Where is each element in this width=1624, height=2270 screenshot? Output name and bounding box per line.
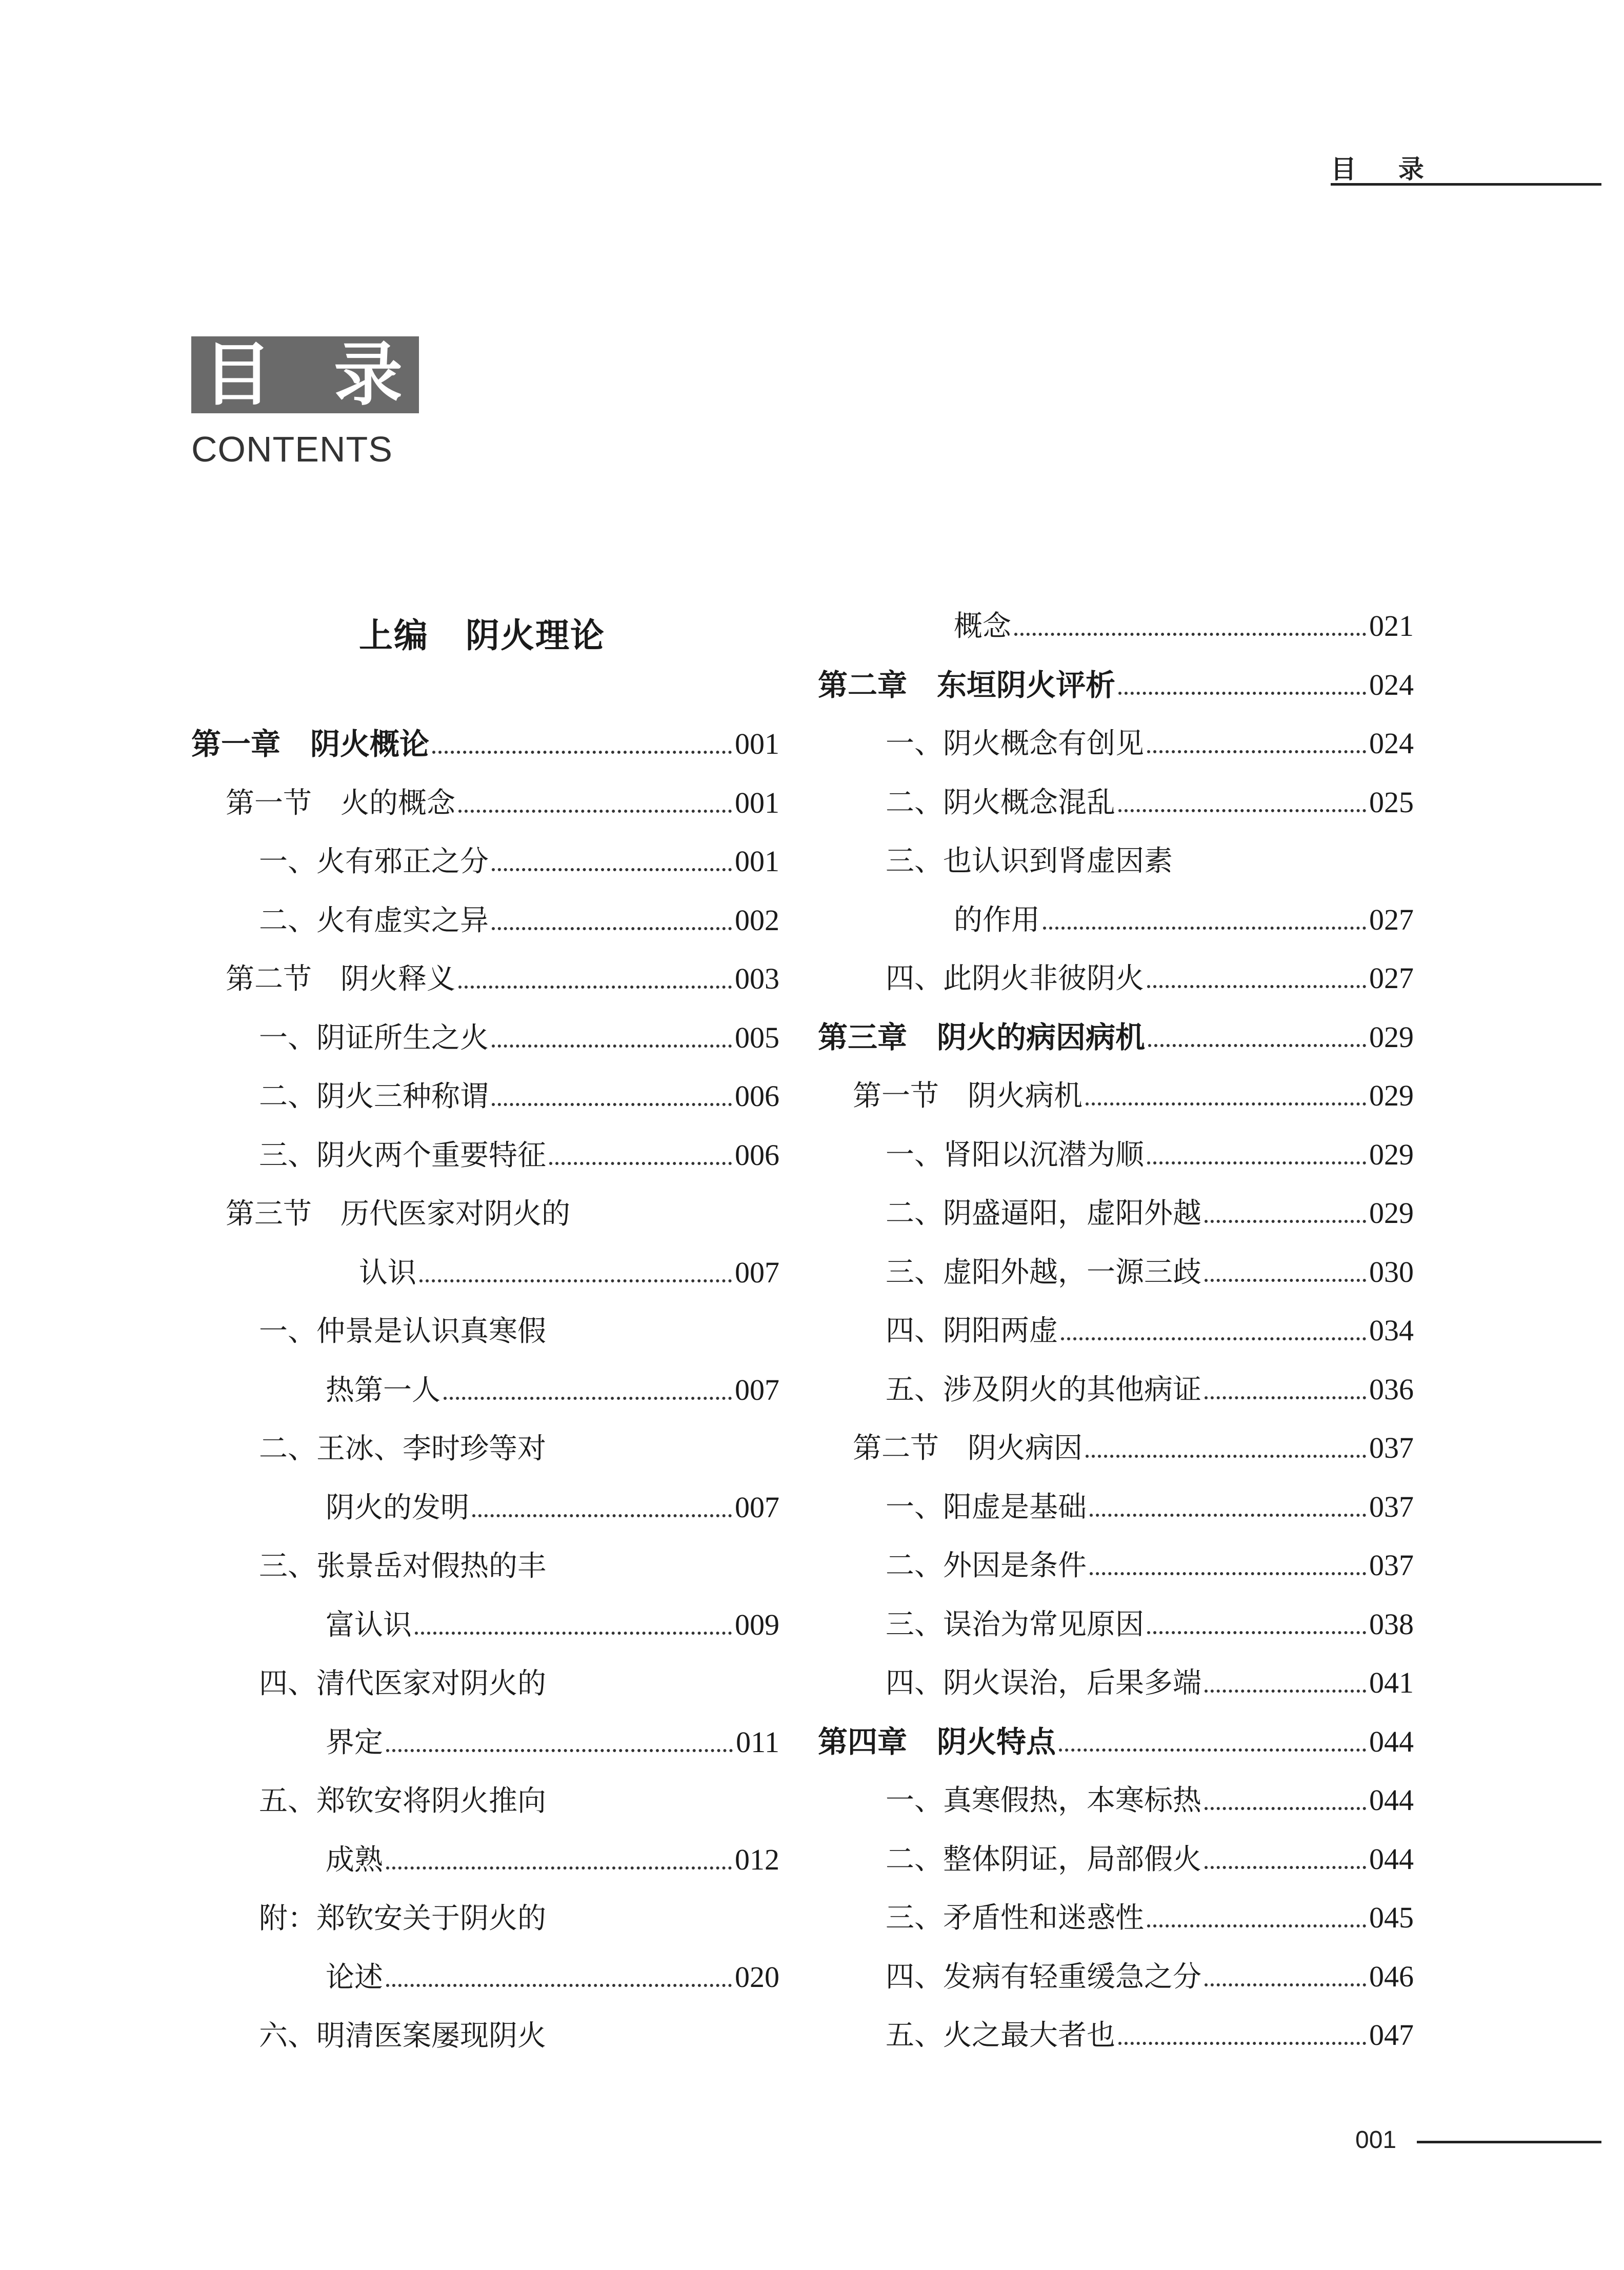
dot-leader xyxy=(1118,2042,1366,2045)
running-header: 目 录 xyxy=(1331,155,1441,184)
toc-entry xyxy=(259,894,779,935)
toc-entry-title: 二、火有虚实之异 xyxy=(259,903,489,937)
toc-entry-title: 一、仲景是认识真寒假 xyxy=(259,1315,546,1348)
toc-entry xyxy=(886,1539,1414,1580)
toc-page-number: 037 xyxy=(1369,1549,1414,1582)
toc-entry-title: 四、发病有轻重缓急之分 xyxy=(886,1960,1201,1994)
toc-page-number: 001 xyxy=(735,786,779,819)
toc-entry-title: 六、明清医案屡现阴火 xyxy=(259,2019,546,2053)
toc-page-number: 034 xyxy=(1369,1314,1414,1347)
toc-entry-title: 四、阴阳两虚 xyxy=(886,1314,1058,1348)
toc-page-number: 037 xyxy=(1369,1431,1414,1464)
toc-page-number: 038 xyxy=(1369,1607,1414,1641)
toc-entry xyxy=(954,600,1414,641)
toc-entry xyxy=(259,1540,546,1581)
toc-entry xyxy=(326,1834,779,1875)
toc-entry-title: 五、火之最大者也 xyxy=(886,2019,1115,2052)
footer-rule xyxy=(1417,2141,1601,2143)
contents-logo xyxy=(191,336,419,413)
dot-leader xyxy=(1086,1455,1366,1458)
toc-entry xyxy=(259,1422,546,1463)
toc-entry-title: 二、阴火三种称谓 xyxy=(259,1080,489,1113)
toc-entry-title: 五、郑钦安将阴火推向 xyxy=(259,1784,546,1818)
toc-page-number: 021 xyxy=(1369,609,1414,642)
toc-entry xyxy=(226,1188,570,1229)
dot-leader xyxy=(1147,1924,1366,1927)
dot-leader xyxy=(1147,1161,1366,1164)
dot-leader xyxy=(415,1632,732,1635)
logo-char-1: 目 xyxy=(203,335,272,415)
toc-entry xyxy=(226,777,779,818)
toc-entry-title: 概念 xyxy=(954,610,1011,643)
toc-entry xyxy=(886,1129,1414,1170)
toc-page-number: 024 xyxy=(1369,727,1414,760)
dot-leader xyxy=(386,1749,733,1752)
toc-entry-title: 第一节 火的概念 xyxy=(226,786,455,820)
toc-entry-title: 第一节 阴火病机 xyxy=(853,1079,1082,1113)
toc-page-number: 007 xyxy=(735,1255,779,1289)
toc-entry-title: 阴火的发明 xyxy=(326,1491,469,1524)
toc-entry xyxy=(886,776,1414,817)
toc-entry-title: 第一章 阴火概论 xyxy=(191,727,430,761)
toc-entry xyxy=(259,1657,546,1698)
toc-page-number: 012 xyxy=(735,1842,779,1876)
toc-entry xyxy=(886,1833,1414,1874)
toc-page-number: 044 xyxy=(1369,1783,1414,1817)
toc-entry-title: 第二节 阴火释义 xyxy=(226,962,455,996)
toc-entry xyxy=(259,2010,546,2051)
toc-entry xyxy=(326,1481,779,1522)
page-number: 001 xyxy=(1355,2126,1397,2154)
toc-entry xyxy=(886,1598,1414,1639)
toc-entry xyxy=(886,1892,1414,1933)
toc-page-number: 029 xyxy=(1369,1137,1414,1171)
toc-page-number: 007 xyxy=(735,1490,779,1524)
toc-entry-title: 三、也认识到肾虚因素 xyxy=(886,845,1173,878)
toc-page-number: 027 xyxy=(1369,902,1414,936)
toc-page-number: 041 xyxy=(1369,1666,1414,1699)
part-label: 上编 xyxy=(359,615,429,655)
toc-entry xyxy=(818,659,1414,700)
toc-entry xyxy=(191,718,779,759)
dot-leader xyxy=(1205,1396,1366,1399)
toc-entry-title: 一、肾阳以沉潜为顺 xyxy=(886,1138,1144,1172)
toc-page-number: 044 xyxy=(1369,1842,1414,1876)
toc-entry-title: 三、阴火两个重要特征 xyxy=(259,1138,546,1172)
dot-leader xyxy=(492,927,732,930)
toc-entry-title: 认识 xyxy=(359,1256,416,1290)
dot-leader xyxy=(472,1514,732,1517)
toc-entry-title: 界定 xyxy=(326,1725,383,1759)
toc-entry-title: 一、火有邪正之分 xyxy=(259,845,489,878)
toc-entry xyxy=(259,1775,546,1816)
toc-entry-title: 论述 xyxy=(326,1960,383,1994)
dot-leader xyxy=(1118,692,1366,695)
toc-entry xyxy=(886,1246,1414,1287)
toc-entry xyxy=(259,1892,546,1933)
toc-entry xyxy=(818,1011,1414,1055)
toc-entry xyxy=(259,835,779,876)
dot-leader xyxy=(549,1162,732,1165)
toc-entry xyxy=(886,1774,1414,1815)
toc-entry-title: 第四章 阴火特点 xyxy=(818,1724,1056,1759)
toc-entry-title: 一、真寒假热，本寒标热 xyxy=(886,1784,1201,1817)
toc-entry xyxy=(886,1657,1414,1698)
toc-page-number: 045 xyxy=(1369,1901,1414,1934)
toc-entry-title: 一、阴证所生之火 xyxy=(259,1021,489,1055)
toc-entry xyxy=(853,1070,1414,1111)
toc-entry xyxy=(886,1951,1414,1992)
toc-entry-title: 三、误治为常见原因 xyxy=(886,1608,1144,1641)
toc-page-number: 047 xyxy=(1369,2018,1414,2052)
toc-entry-title: 热第一人 xyxy=(326,1373,440,1407)
toc-entry xyxy=(359,1247,779,1288)
toc-entry-title: 一、阴火概念有创见 xyxy=(886,727,1144,760)
toc-entry-title: 二、王冰、李时珍等对 xyxy=(259,1432,546,1465)
part-title xyxy=(359,608,605,657)
toc-entry xyxy=(886,1481,1414,1522)
dot-leader xyxy=(1147,985,1366,988)
toc-page-number: 029 xyxy=(1369,1020,1414,1054)
toc-entry-title: 二、阴火概念混乱 xyxy=(886,786,1115,819)
toc-entry-title: 一、阳虚是基础 xyxy=(886,1490,1087,1524)
dot-leader xyxy=(492,868,732,871)
dot-leader xyxy=(1086,1102,1366,1106)
toc-entry xyxy=(259,1129,779,1170)
toc-page-number: 007 xyxy=(735,1373,779,1407)
toc-page-number: 025 xyxy=(1369,785,1414,819)
toc-entry-title: 第三章 阴火的病因病机 xyxy=(818,1019,1146,1055)
toc-entry-title: 三、虚阳外越，一源三歧 xyxy=(886,1255,1201,1289)
toc-entry xyxy=(886,2009,1414,2050)
toc-page-number: 001 xyxy=(735,845,779,878)
dot-leader xyxy=(419,1279,732,1282)
toc-entry xyxy=(259,1012,779,1053)
toc-entry xyxy=(259,1070,779,1111)
toc-page-number: 027 xyxy=(1369,961,1414,995)
toc-entry-title: 第三节 历代医家对阴火的 xyxy=(226,1197,570,1231)
toc-entry xyxy=(886,1304,1414,1348)
dot-leader xyxy=(432,751,732,754)
toc-entry-title: 的作用 xyxy=(954,903,1040,937)
toc-entry-title: 五、涉及阴火的其他病证 xyxy=(886,1373,1201,1407)
dot-leader xyxy=(386,1984,732,1987)
dot-leader xyxy=(458,810,732,813)
toc-page-number: 002 xyxy=(735,903,779,937)
toc-entry xyxy=(326,1364,779,1405)
toc-page-number: 044 xyxy=(1369,1724,1414,1758)
toc-page-number: 037 xyxy=(1369,1490,1414,1523)
logo-char-2: 录 xyxy=(333,335,403,415)
toc-entry xyxy=(326,1716,779,1757)
toc-entry xyxy=(886,952,1414,993)
toc-entry-title: 二、阴盛逼阳，虚阳外越 xyxy=(886,1197,1201,1230)
toc-entry-title: 四、此阴火非彼阴火 xyxy=(886,962,1144,995)
toc-entry-title: 四、清代医家对阴火的 xyxy=(259,1667,546,1700)
toc-entry xyxy=(326,1951,779,1992)
toc-page-number: 011 xyxy=(736,1725,779,1759)
toc-entry-title: 三、矛盾性和迷惑性 xyxy=(886,1901,1144,1935)
toc-page-number: 029 xyxy=(1369,1196,1414,1230)
toc-page-number: 020 xyxy=(735,1960,779,1994)
toc-entry xyxy=(259,1305,546,1346)
toc-page-number: 001 xyxy=(735,727,779,760)
toc-entry-title: 附：郑钦安关于阴火的 xyxy=(259,1902,546,1935)
toc-entry xyxy=(886,1363,1414,1407)
toc-entry xyxy=(954,894,1414,935)
toc-entry-title: 第二章 东垣阴火评析 xyxy=(818,667,1116,702)
toc-entry-title: 富认识 xyxy=(326,1608,412,1642)
toc-entry-title: 二、整体阴证，局部假火 xyxy=(886,1842,1201,1876)
toc-entry xyxy=(818,1716,1414,1757)
toc-entry xyxy=(886,835,1173,876)
dot-leader xyxy=(1090,1572,1366,1575)
dot-leader xyxy=(444,1397,732,1400)
dot-leader xyxy=(1147,750,1366,753)
toc-entry-title: 成熟 xyxy=(326,1843,383,1877)
dot-leader xyxy=(1205,1866,1366,1869)
dot-leader xyxy=(1205,1690,1366,1693)
part-name: 阴火理论 xyxy=(466,615,605,655)
dot-leader xyxy=(492,1044,732,1048)
dot-leader xyxy=(1147,1631,1366,1634)
toc-entry-title: 第二节 阴火病因 xyxy=(853,1432,1082,1465)
toc-entry xyxy=(326,1599,779,1640)
dot-leader xyxy=(458,986,732,989)
toc-entry-title: 二、外因是条件 xyxy=(886,1549,1087,1582)
toc-page-number: 024 xyxy=(1369,668,1414,701)
toc-page-number: 006 xyxy=(735,1138,779,1172)
dot-leader xyxy=(1205,1279,1366,1282)
toc-entry xyxy=(853,1422,1414,1463)
toc-entry-title: 四、阴火误治，后果多端 xyxy=(886,1666,1201,1700)
toc-page-number: 005 xyxy=(735,1020,779,1054)
dot-leader xyxy=(1205,1220,1366,1223)
toc-page-number: 046 xyxy=(1369,1959,1414,1993)
dot-leader xyxy=(1090,1514,1366,1517)
dot-leader xyxy=(386,1866,732,1870)
contents-english-title: CONTENTS xyxy=(191,429,393,469)
dot-leader xyxy=(1014,633,1366,636)
toc-entry xyxy=(886,1187,1414,1228)
header-rule xyxy=(1331,183,1601,186)
dot-leader xyxy=(1205,1807,1366,1810)
toc-page-number: 030 xyxy=(1369,1255,1414,1289)
dot-leader xyxy=(1148,1044,1366,1047)
dot-leader xyxy=(1059,1749,1366,1752)
dot-leader xyxy=(492,1103,732,1106)
dot-leader xyxy=(1061,1337,1366,1340)
toc-page-number: 006 xyxy=(735,1079,779,1113)
toc-page-number: 003 xyxy=(735,962,779,995)
toc-page-number: 009 xyxy=(735,1608,779,1641)
toc-entry-title: 三、张景岳对假热的丰 xyxy=(259,1550,546,1583)
dot-leader xyxy=(1118,809,1366,812)
dot-leader xyxy=(1205,1983,1366,1986)
toc-page-number: 036 xyxy=(1369,1372,1414,1406)
toc-page-number: 029 xyxy=(1369,1079,1414,1112)
toc-entry xyxy=(226,953,779,994)
dot-leader xyxy=(1043,927,1366,930)
toc-entry xyxy=(886,717,1414,758)
